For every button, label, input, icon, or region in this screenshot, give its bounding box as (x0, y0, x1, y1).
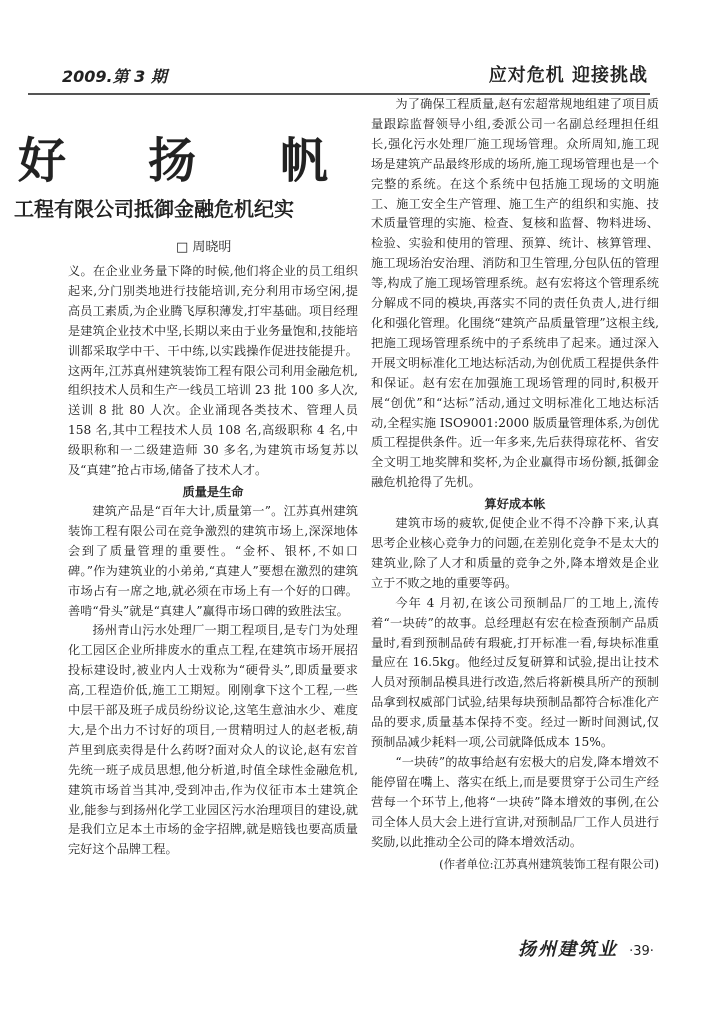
paragraph: 为了确保工程质量,赵有宏超常规地组建了项目质量跟踪监督领导小组,委派公司一名副总经理担任组长,强化污水处理厂施工现场管理。众所周知,施工现场是建筑产品最终形成的场所,施工现场管理也是一个完整的系统。在这个系统中包括施工现场的文明施工、施工安全生产管理、施工生产的组织和实施、技术质量管理的实施、检查、复核和监督、物料进场、检验、实验和使用的管理、预算、统计、核算管理、施工现场治安治理、消防和卫生管理,分包队伍的管理等,构成了施工现场管理系统。赵有宏将这个管理系统分解成不同的模块,再落实不同的责任负责人,进行细化和强化管理。化围绕“建筑产品质量管理”这根主线,把施工现场管理系统中的子系统串了起来。通过深入开展文明标准化工地达标活动,为创优质工程提供条件和保证。赵有宏在加强施工现场管理的同时,积极开展“创优”和“达标”活动,通过文明标准化工地达标活动,全程实施 ISO9001:2000 版质量管理体系,为创优质工程提供条件。近一年多来,先后获得琼花杯、省安全文明工地奖牌和奖杯,为企业赢得市场份额,抵御金融危机抢得了先机。 (371, 97, 659, 490)
page-footer (518, 935, 654, 963)
section-title: 应对危机 迎接挑战 (488, 65, 648, 86)
paragraph: 建筑市场的疲软,促使企业不得不冷静下来,认真思考企业核心竞争力的问题,在差别化竞争不是太大的建筑业,除了人才和质量的竞争之外,降本增效是企业立于不败之地的重要等码。 (371, 516, 659, 590)
page-header (0, 56, 720, 92)
title-char-2: 扬 (148, 133, 197, 189)
right-column (371, 95, 659, 874)
author-byline: □ 周晓明 (176, 240, 232, 255)
paragraph: 建筑产品是“百年大计,质量第一”。江苏真州建筑装饰工程有限公司在竞争激烈的建筑市场上,深深地体会到了质量管理的重要性。“金杯、银杯,不如口碑。”作为建筑业的小弟弟,“真建人”要想在激烈的建筑市场占有一席之地,就必须在市场上有一个好的口碑。善啃“骨头”就是“真建人”赢得市场口碑的致胜法宝。 (68, 503, 358, 618)
section-heading: 质量是生命 (182, 484, 244, 499)
left-column (68, 262, 358, 860)
title-char-1: 好 (18, 133, 67, 189)
title-char-3: 帆 (280, 133, 329, 189)
paragraph: 今年 4 月初,在该公司预制品厂的工地上,流传着“一块砖”的故事。总经理赵有宏在检查预制产品质量时,看到预制品砖有瑕疵,打开标准一看,每块标准重量应在 16.5kg。他经过反复研算和试验,提出让技术人员对预制品模具进行改造,然后将新模具所产的预制品拿到权威部门试验,结果每块预制品都符合标准化产品的要求,质量基本保持不变。经过一断时间测试,仅预制品减少耗料一项,公司就降低成本 15%。 (371, 595, 659, 750)
paragraph: “一块砖”的故事给赵有宏极大的启发,降本增效不能停留在嘴上、落实在纸上,而是要贯穿于公司生产经营每一个环节上,他将“一块砖”降本增效的事例,在公司全体人员大会上进行宣讲,对预制品厂工作人员进行奖励,以此推动全公司的降本增效活动。 (371, 755, 659, 849)
page-number: ·39· (629, 944, 654, 959)
article-subtitle: 工程有限公司抵御金融危机纪实 (14, 197, 294, 221)
section-heading: 算好成本帐 (484, 497, 546, 512)
magazine-logo: 扬州建筑业 (518, 939, 618, 960)
article-title (18, 122, 368, 192)
paragraph: 义。在企业业务量下降的时候,他们将企业的员工组织起来,分门别类地进行技能培训,充分利用市场空闲,提高员工素质,为企业腾飞厚积薄发,打牢基础。项目经理是建筑企业技术中坚,长期以来由于业务量饱和,技能培训都采取学中干、干中练,以实践操作促进技能提升。这两年,江苏真州建筑装饰工程有限公司利用金融危机,组织技术人员和生产一线员工培训 23 批 100 多人次,送训 8 批 80 人次。企业涌现各类技术、管理人员 158 名,其中工程技术人员 108 名,高级职称 4 名,中级职称和一二级建造师 30 多名,为建筑市场复苏以及“真建”抢占市场,储备了技术人才。 (68, 264, 358, 478)
issue-number: 2009.第 3 期 (62, 67, 167, 86)
author-affiliation: (作者单位:江苏真州建筑装饰工程有限公司) (439, 856, 659, 871)
paragraph: 扬州青山污水处理厂一期工程项目,是专门为处理化工园区企业所排废水的重点工程,在建筑市场开展招投标建设时,被业内人士戏称为“硬骨头”,即质量要求高,工程造价低,施工工期短。刚刚拿下这个工程,一些中层干部及班子成员纷纷议论,这笔生意油水少、难度大,是个出力不讨好的项目,一贯精明过人的赵老板,葫芦里到底卖得是什么药呀?面对众人的议论,赵有宏首先统一班子成员思想,他分析道,时值全球性金融危机,建筑市场首当其冲,受到冲击,作为仪征市本土建筑企业,能参与到扬州化学工业园区污水治理项目的建设,就是我们立足本土市场的金字招牌,就是赔钱也要高质量完好这个品牌工程。 (68, 623, 358, 857)
